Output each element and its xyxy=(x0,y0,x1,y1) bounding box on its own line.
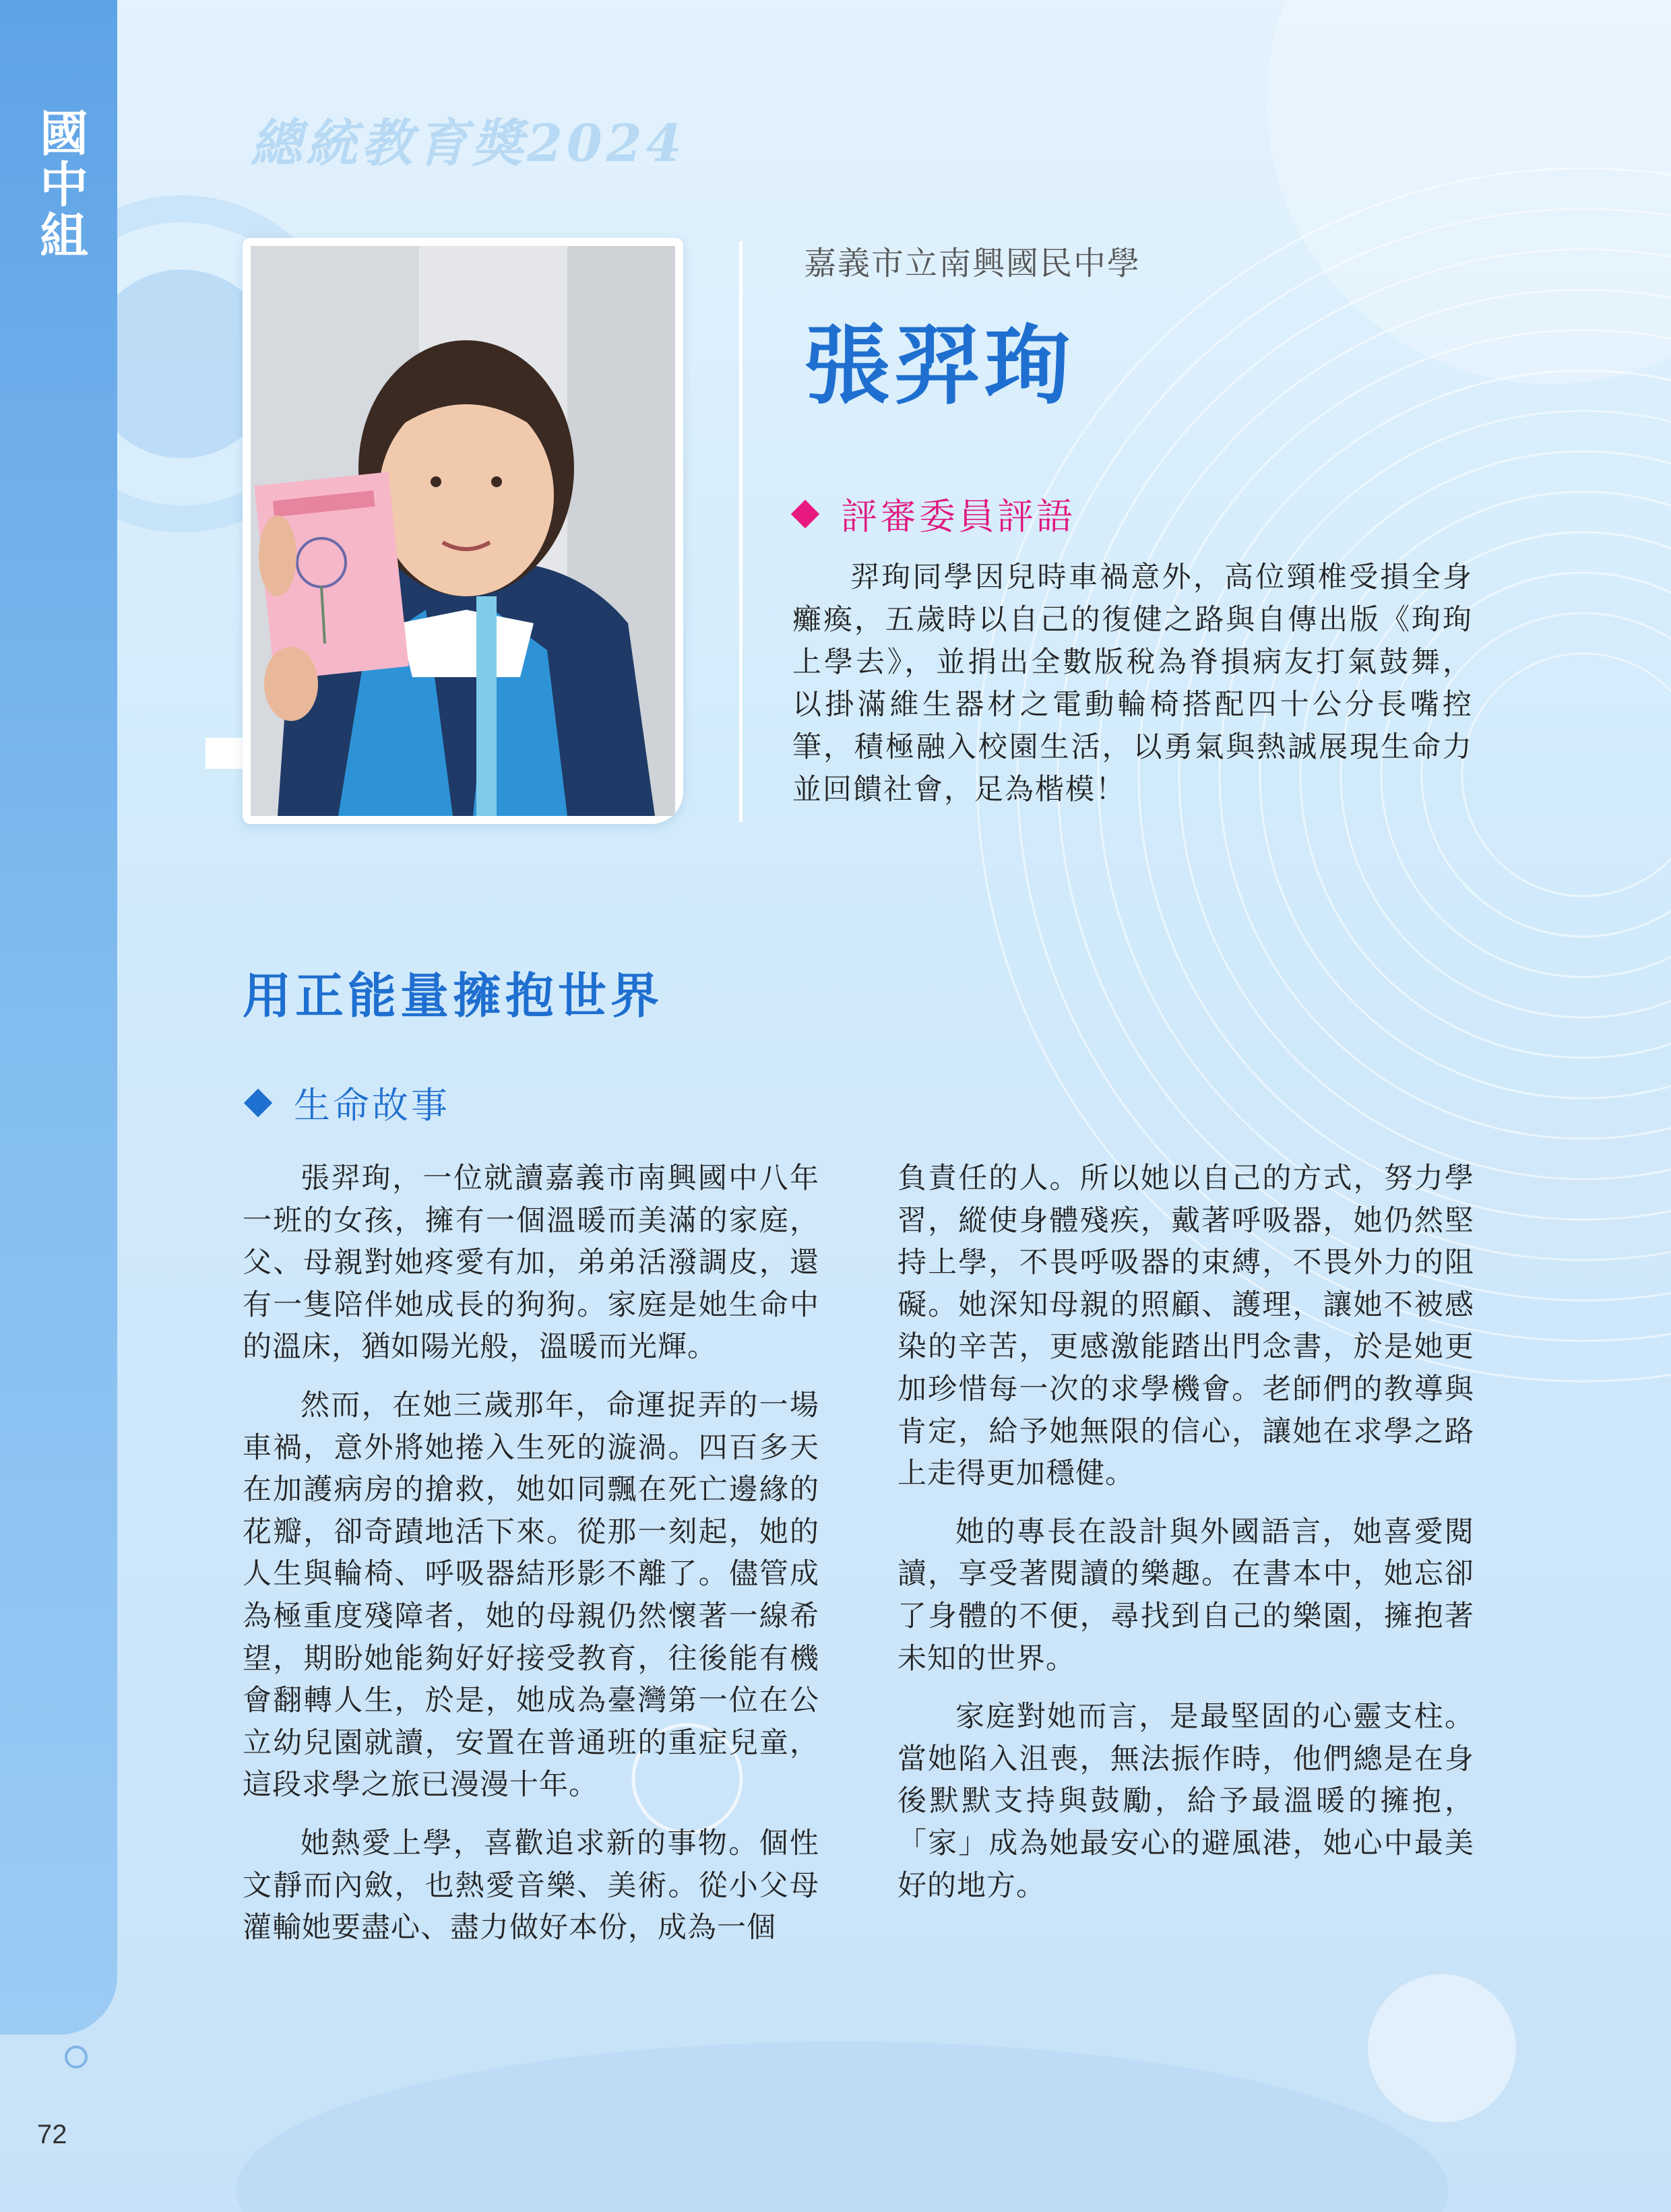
story-title: 用正能量擁抱世界 xyxy=(243,968,664,1024)
judge-heading xyxy=(795,488,1075,540)
student-photo xyxy=(243,238,683,824)
story-paragraph: 負責任的人。所以她以自己的方式，努力學習，縱使身體殘疾，戴著呼吸器，她仍然堅持上學，不畏呼吸器的束縛，不畏外力的阻礙。她深知母親的照顧、護理，讓她不被感染的辛苦，更感激能踏出門念書，於是她更加珍惜每一次的求學機會。老師們的教導與肯定，給予她無限的信心，讓她在求學之路上走得更加穩健。 xyxy=(897,1162,1474,1491)
diamond-icon xyxy=(791,499,819,528)
story-paragraph: 然而，在她三歲那年，命運捉弄的一場車禍，意外將她捲入生死的漩渦。四百多天在加護病房的搶救，她如同飄在死亡邊緣的花瓣，卻奇蹟地活下來。從那一刻起，她的人生與輪椅、呼吸器結形影不離了。儘管成為極重度殘障者，她的母親仍然懷著一線希望，期盼她能夠好好接受教育，往後能有機會翻轉人生，於是，她成為臺灣第一位在公立幼兒園就讀，安置在普通班的重症兒童，這段求學之旅已漫漫十年。 xyxy=(243,1388,819,1802)
story-paragraph: 家庭對她而言，是最堅固的心靈支柱。當她陷入沮喪，無法振作時，他們總是在身後默默支持與鼓勵，給予最溫暖的擁抱，「家」成為她最安心的避風港，她心中最美好的地方。 xyxy=(897,1700,1474,1903)
story-paragraph: 張羿珣，一位就讀嘉義市南興國中八年一班的女孩，擁有一個溫暖而美滿的家庭，父、母親對她疼愛有加，弟弟活潑調皮，還有一隻陪伴她成長的狗狗。家庭是她生命中的溫床，猶如陽光般，溫暖而光輝。 xyxy=(243,1162,819,1364)
judge-heading-label: 評審委員評語 xyxy=(841,495,1075,538)
story-column-left xyxy=(243,1158,819,1965)
diamond-icon xyxy=(244,1088,272,1116)
story-paragraph: 她的專長在設計與外國語言，她喜愛閱讀，享受著閱讀的樂趣。在書本中，她忘卻了身體的不便，尋找到自己的樂園，擁抱著未知的世界。 xyxy=(897,1515,1474,1676)
story-heading-label: 生命故事 xyxy=(294,1084,450,1127)
sidebar-band xyxy=(0,0,117,2035)
story-paragraph: 她熱愛上學，喜歡追求新的事物。個性文靜而內斂，也熱愛音樂、美術。從小父母灌輸她要盡心、盡力做好本份，成為一個 xyxy=(243,1826,819,1945)
brand-logo: 總統教育獎2024 xyxy=(251,113,686,173)
judge-comment: 羿珣同學因兒時車禍意外，高位頸椎受損全身癱瘓，五歲時以自己的復健之路與自傳出版《珣珣上學去》，並捐出全數版稅為脊損病友打氣鼓舞，以掛滿維生器材之電動輪椅搭配四十公分長嘴控筆，積極融入校園生活，以勇氣與熱誠展現生命力並回饋社會，足為楷模！ xyxy=(792,561,1473,807)
vertical-divider xyxy=(739,241,743,822)
student-name: 張羿珣 xyxy=(804,316,1075,416)
story-heading xyxy=(248,1077,450,1129)
page-number: 72 xyxy=(37,2120,67,2149)
ring-icon xyxy=(65,2046,88,2068)
student-photo-icon xyxy=(251,246,675,816)
school-name: 嘉義市立南興國民中學 xyxy=(804,245,1141,282)
group-label: 國中組 xyxy=(32,108,88,261)
story-column-right xyxy=(897,1158,1474,1923)
